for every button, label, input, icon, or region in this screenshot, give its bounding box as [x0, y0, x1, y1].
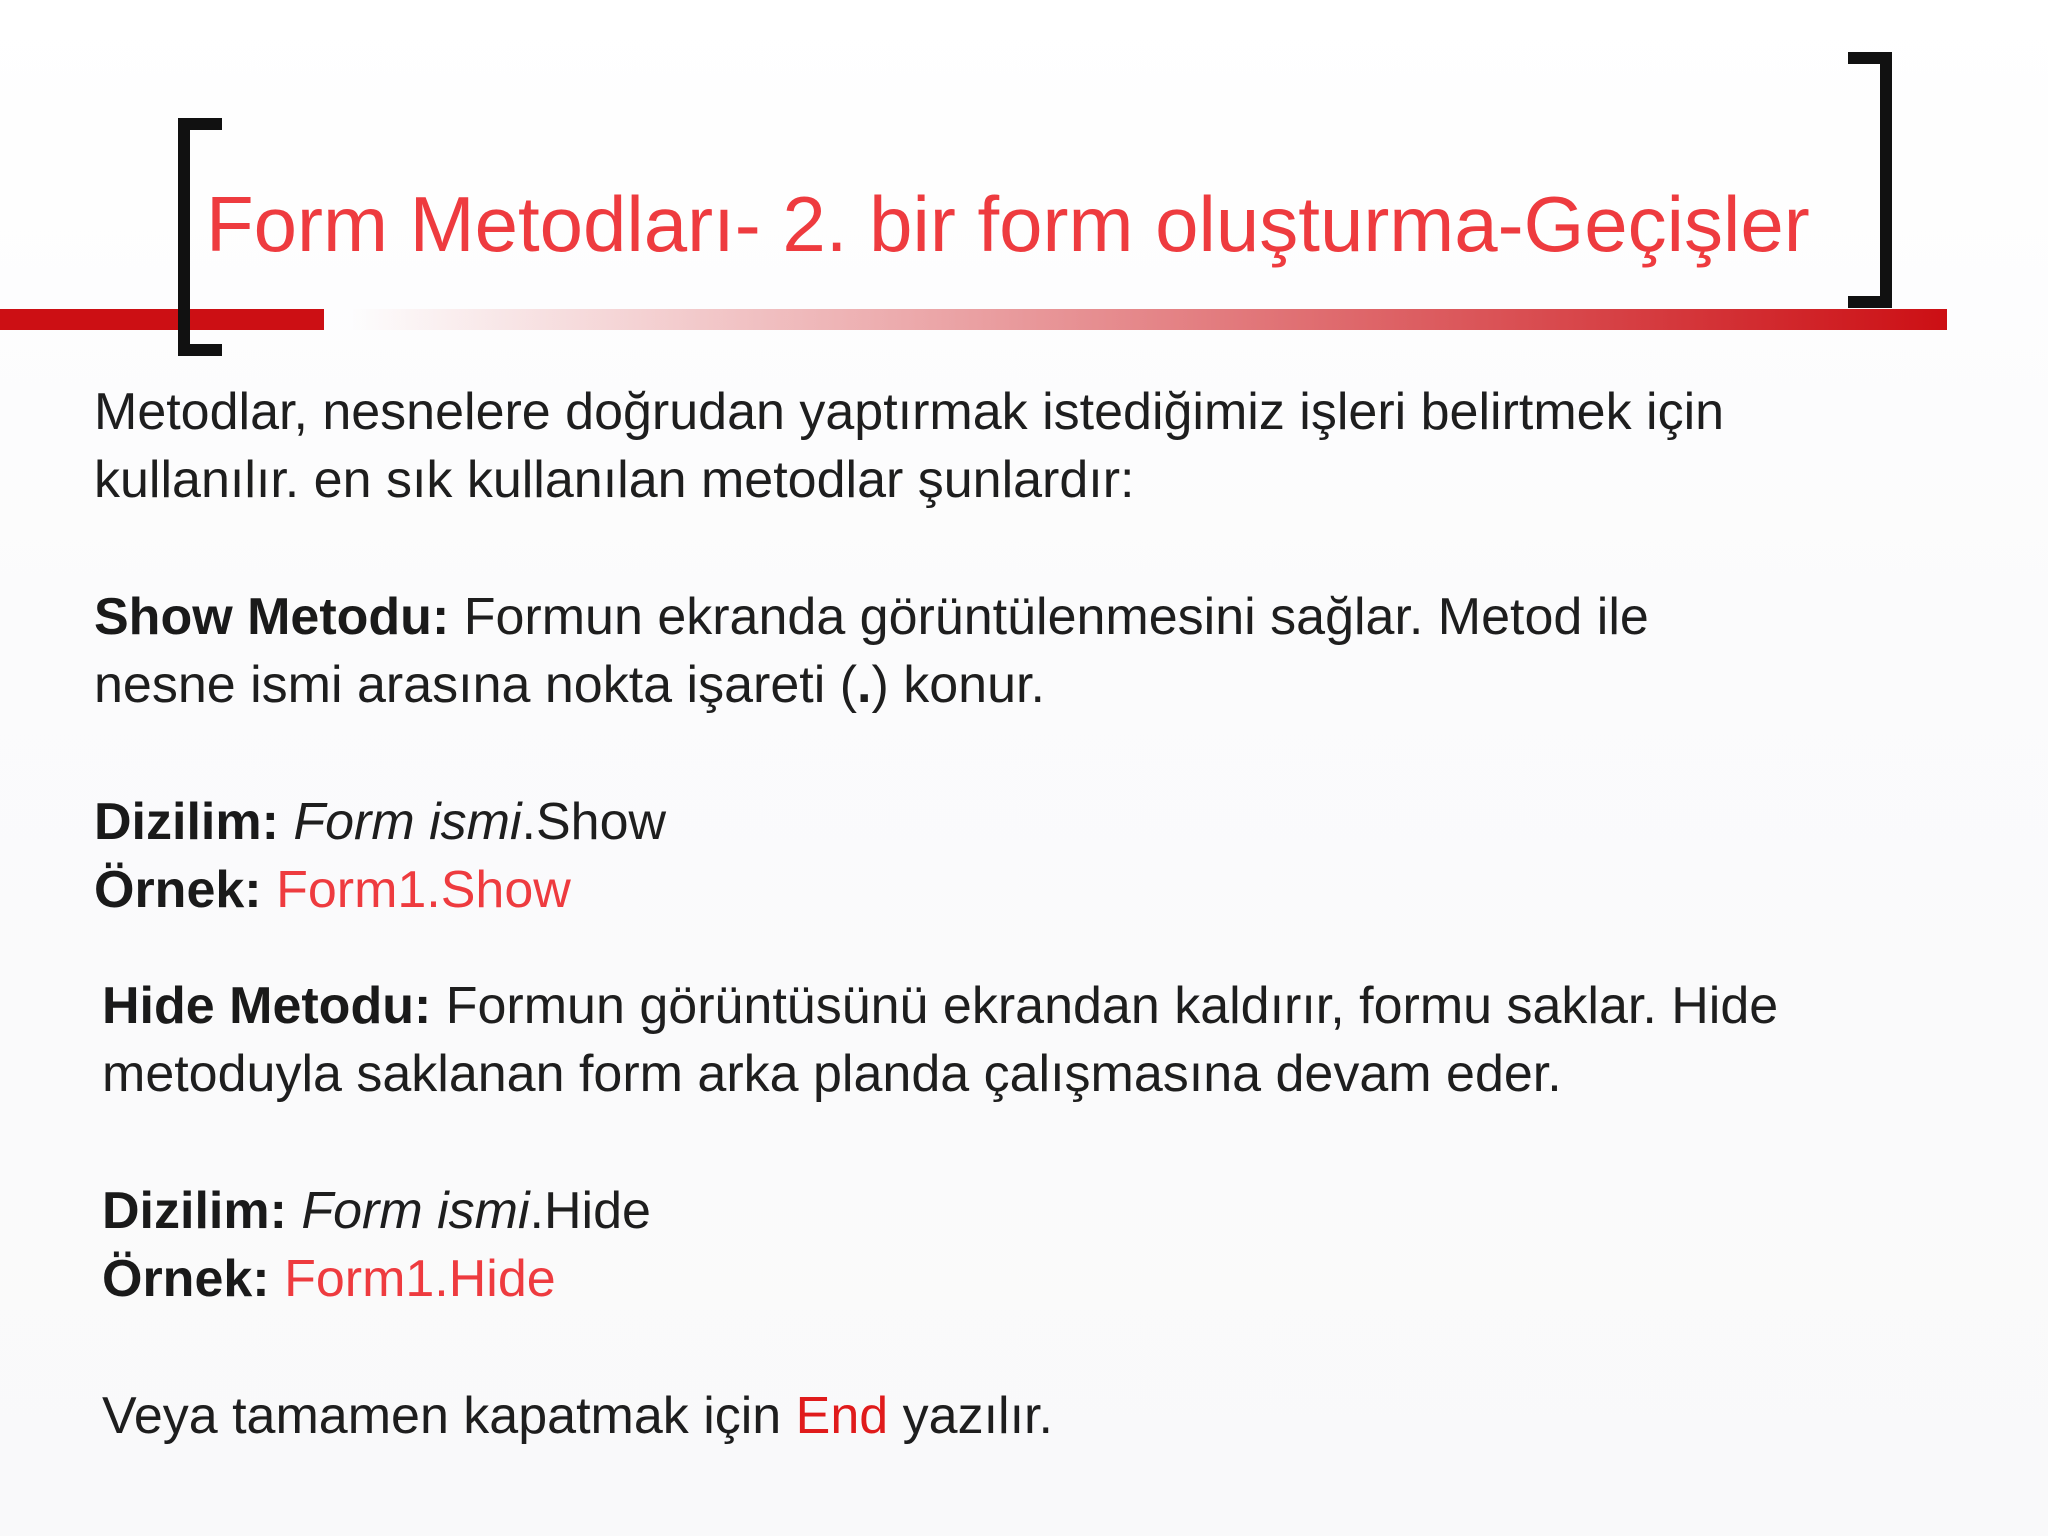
show-method-heading: Show Metodu: — [94, 588, 450, 646]
show-method-desc-2a: nesne ismi arasına nokta işareti ( — [94, 656, 858, 714]
show-method-desc-1: Formun ekranda görüntülenmesini sağlar. Metod ile — [449, 588, 1649, 646]
show-syntax-rest: .Show — [521, 793, 667, 851]
show-example-value: Form1.Show — [276, 861, 571, 919]
hide-syntax-rest: .Hide — [529, 1182, 651, 1240]
hide-example-label: Örnek: — [102, 1250, 270, 1308]
hide-syntax-block — [102, 1177, 651, 1313]
intro-line-2: kullanılır. en sık kullanılan metodlar şunlardır: — [94, 451, 1135, 509]
end-note — [102, 1382, 1053, 1450]
title-rule-gradient — [350, 309, 1947, 330]
intro-line-1: Metodlar, nesnelere doğrudan yaptırmak istediğimiz işleri belirtmek için — [94, 383, 1725, 441]
hide-example-value: Form1.Hide — [284, 1250, 556, 1308]
hide-method-desc-2: metoduyla saklanan form arka planda çalışmasına devam eder. — [102, 1045, 1562, 1103]
intro-paragraph — [94, 378, 1724, 514]
show-example-label: Örnek: — [94, 861, 262, 919]
show-method-paragraph — [94, 583, 1649, 719]
show-syntax-italic: Form ismi — [293, 793, 522, 851]
hide-method-paragraph — [102, 972, 1778, 1108]
show-syntax-block — [94, 788, 666, 924]
right-bracket-decoration — [1848, 52, 1892, 308]
hide-method-desc-1: Formun görüntüsünü ekrandan kaldırır, formu saklar. Hide — [431, 977, 1779, 1035]
dot-symbol: . — [857, 656, 872, 714]
slide-title: Form Metodları- 2. bir form oluşturma-Geçişler — [206, 180, 1810, 268]
end-note-after: yazılır. — [888, 1387, 1053, 1445]
hide-method-heading: Hide Metodu: — [102, 977, 432, 1035]
end-note-before: Veya tamamen kapatmak için — [102, 1387, 796, 1445]
show-method-desc-2b: ) konur. — [871, 656, 1045, 714]
hide-syntax-italic: Form ismi — [301, 1182, 530, 1240]
title-rule-solid — [0, 309, 324, 330]
hide-syntax-label: Dizilim: — [102, 1182, 287, 1240]
show-syntax-label: Dizilim: — [94, 793, 279, 851]
end-keyword: End — [795, 1387, 889, 1445]
